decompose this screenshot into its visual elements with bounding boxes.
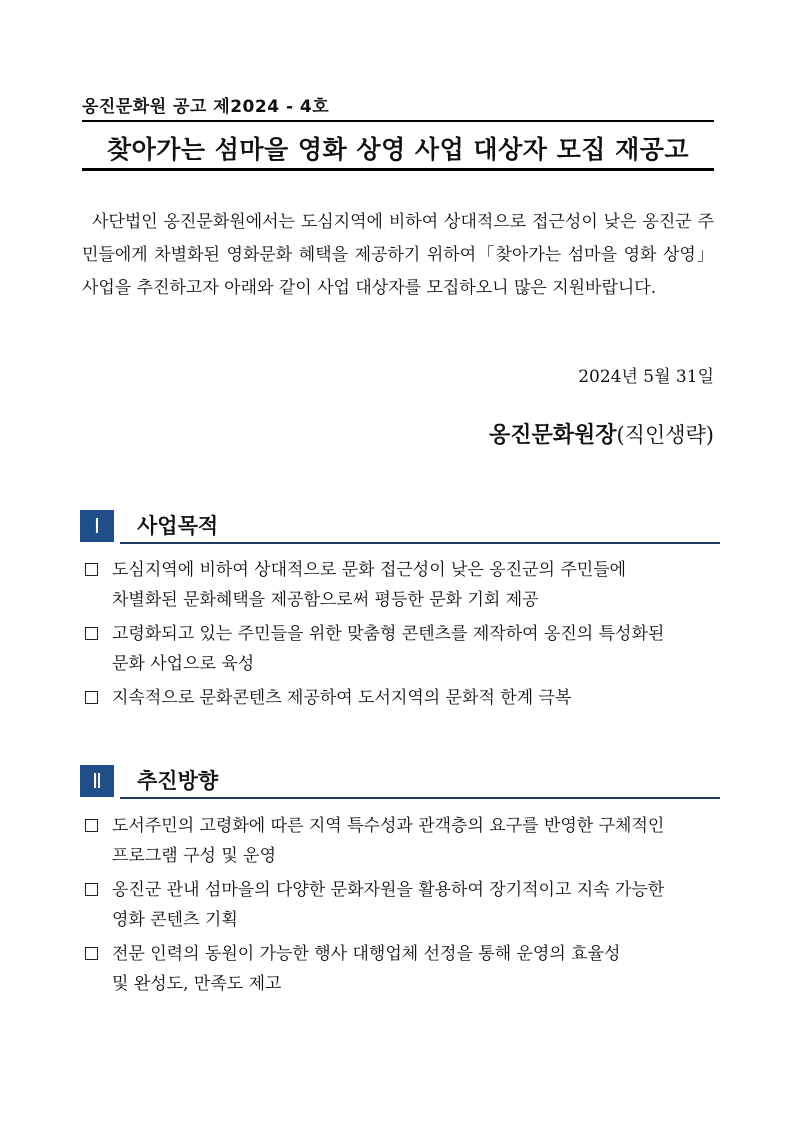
item-line: 전문 인력의 동원이 가능한 행사 대행업체 선정을 통해 운영의 효율성: [112, 944, 621, 964]
section-title: 사업목적: [137, 514, 219, 538]
title-top-rule: [82, 120, 714, 122]
item-line: 프로그램 구성 및 운영: [112, 846, 277, 866]
list-item: [82, 939, 720, 999]
issuer-seal-note: (직인생략): [616, 423, 714, 447]
list-item: [82, 875, 720, 935]
notice-date: 2024년 5월 31일: [578, 367, 714, 387]
issuer: [489, 418, 714, 449]
item-line: 도서주민의 고령화에 따른 지역 특수성과 관객층의 요구를 반영한 구체적인: [112, 816, 665, 836]
section-title: 추진방향: [137, 769, 219, 793]
item-line: 도심지역에 비하여 상대적으로 문화 접근성이 낮은 옹진군의 주민들에: [112, 560, 627, 580]
list-item: [82, 555, 720, 615]
issuer-name: 옹진문화원장: [488, 423, 617, 448]
item-line: 옹진군 관내 섬마을의 다양한 문화자원을 활용하여 장기적이고 지속 가능한: [112, 880, 665, 900]
section-number-badge: Ⅰ: [80, 510, 114, 542]
document-title: 찾아가는 섬마을 영화 상영 사업 대상자 모집 재공고: [106, 135, 690, 164]
direction-list: [82, 811, 720, 1003]
notice-number: 옹진문화원 공고 제2024 - 4호: [82, 97, 330, 117]
checkbox-square-icon: [85, 563, 98, 576]
checkbox-square-icon: [85, 691, 98, 704]
item-line: 영화 콘텐츠 기획: [112, 910, 238, 930]
list-item: [82, 683, 720, 713]
item-line: 고령화되고 있는 주민들을 위한 맞춤형 콘텐츠를 제작하여 옹진의 특성화된: [112, 624, 665, 644]
item-line: 지속적으로 문화콘텐츠 제공하여 도서지역의 문화적 한계 극복: [112, 688, 572, 708]
checkbox-square-icon: [85, 883, 98, 896]
checkbox-square-icon: [85, 947, 98, 960]
section-number-badge: Ⅱ: [80, 765, 114, 797]
section-underline: [120, 797, 720, 799]
purpose-list: [82, 555, 720, 717]
intro-paragraph: 사단법인 옹진문화원에서는 도심지역에 비하여 상대적으로 접근성이 낮은 옹진군 주민들에게 차별화된 영화문화 혜택을 제공하기 위하여「찾아가는 섬마을 영화 상영」사업을 추진하고자 아래와 같이 사업 대상자를 모집하오니 많은 지원바랍니다.: [82, 212, 714, 298]
item-line: 차별화된 문화혜택을 제공함으로써 평등한 문화 기회 제공: [112, 590, 539, 610]
title-bottom-rule: [82, 168, 714, 171]
checkbox-square-icon: [85, 819, 98, 832]
item-line: 및 완성도, 만족도 제고: [112, 974, 282, 994]
section-header-purpose: [80, 510, 720, 544]
item-line: 문화 사업으로 육성: [112, 654, 255, 674]
section-underline: [120, 542, 720, 544]
list-item: [82, 619, 720, 679]
section-header-direction: [80, 765, 720, 799]
list-item: [82, 811, 720, 871]
checkbox-square-icon: [85, 627, 98, 640]
